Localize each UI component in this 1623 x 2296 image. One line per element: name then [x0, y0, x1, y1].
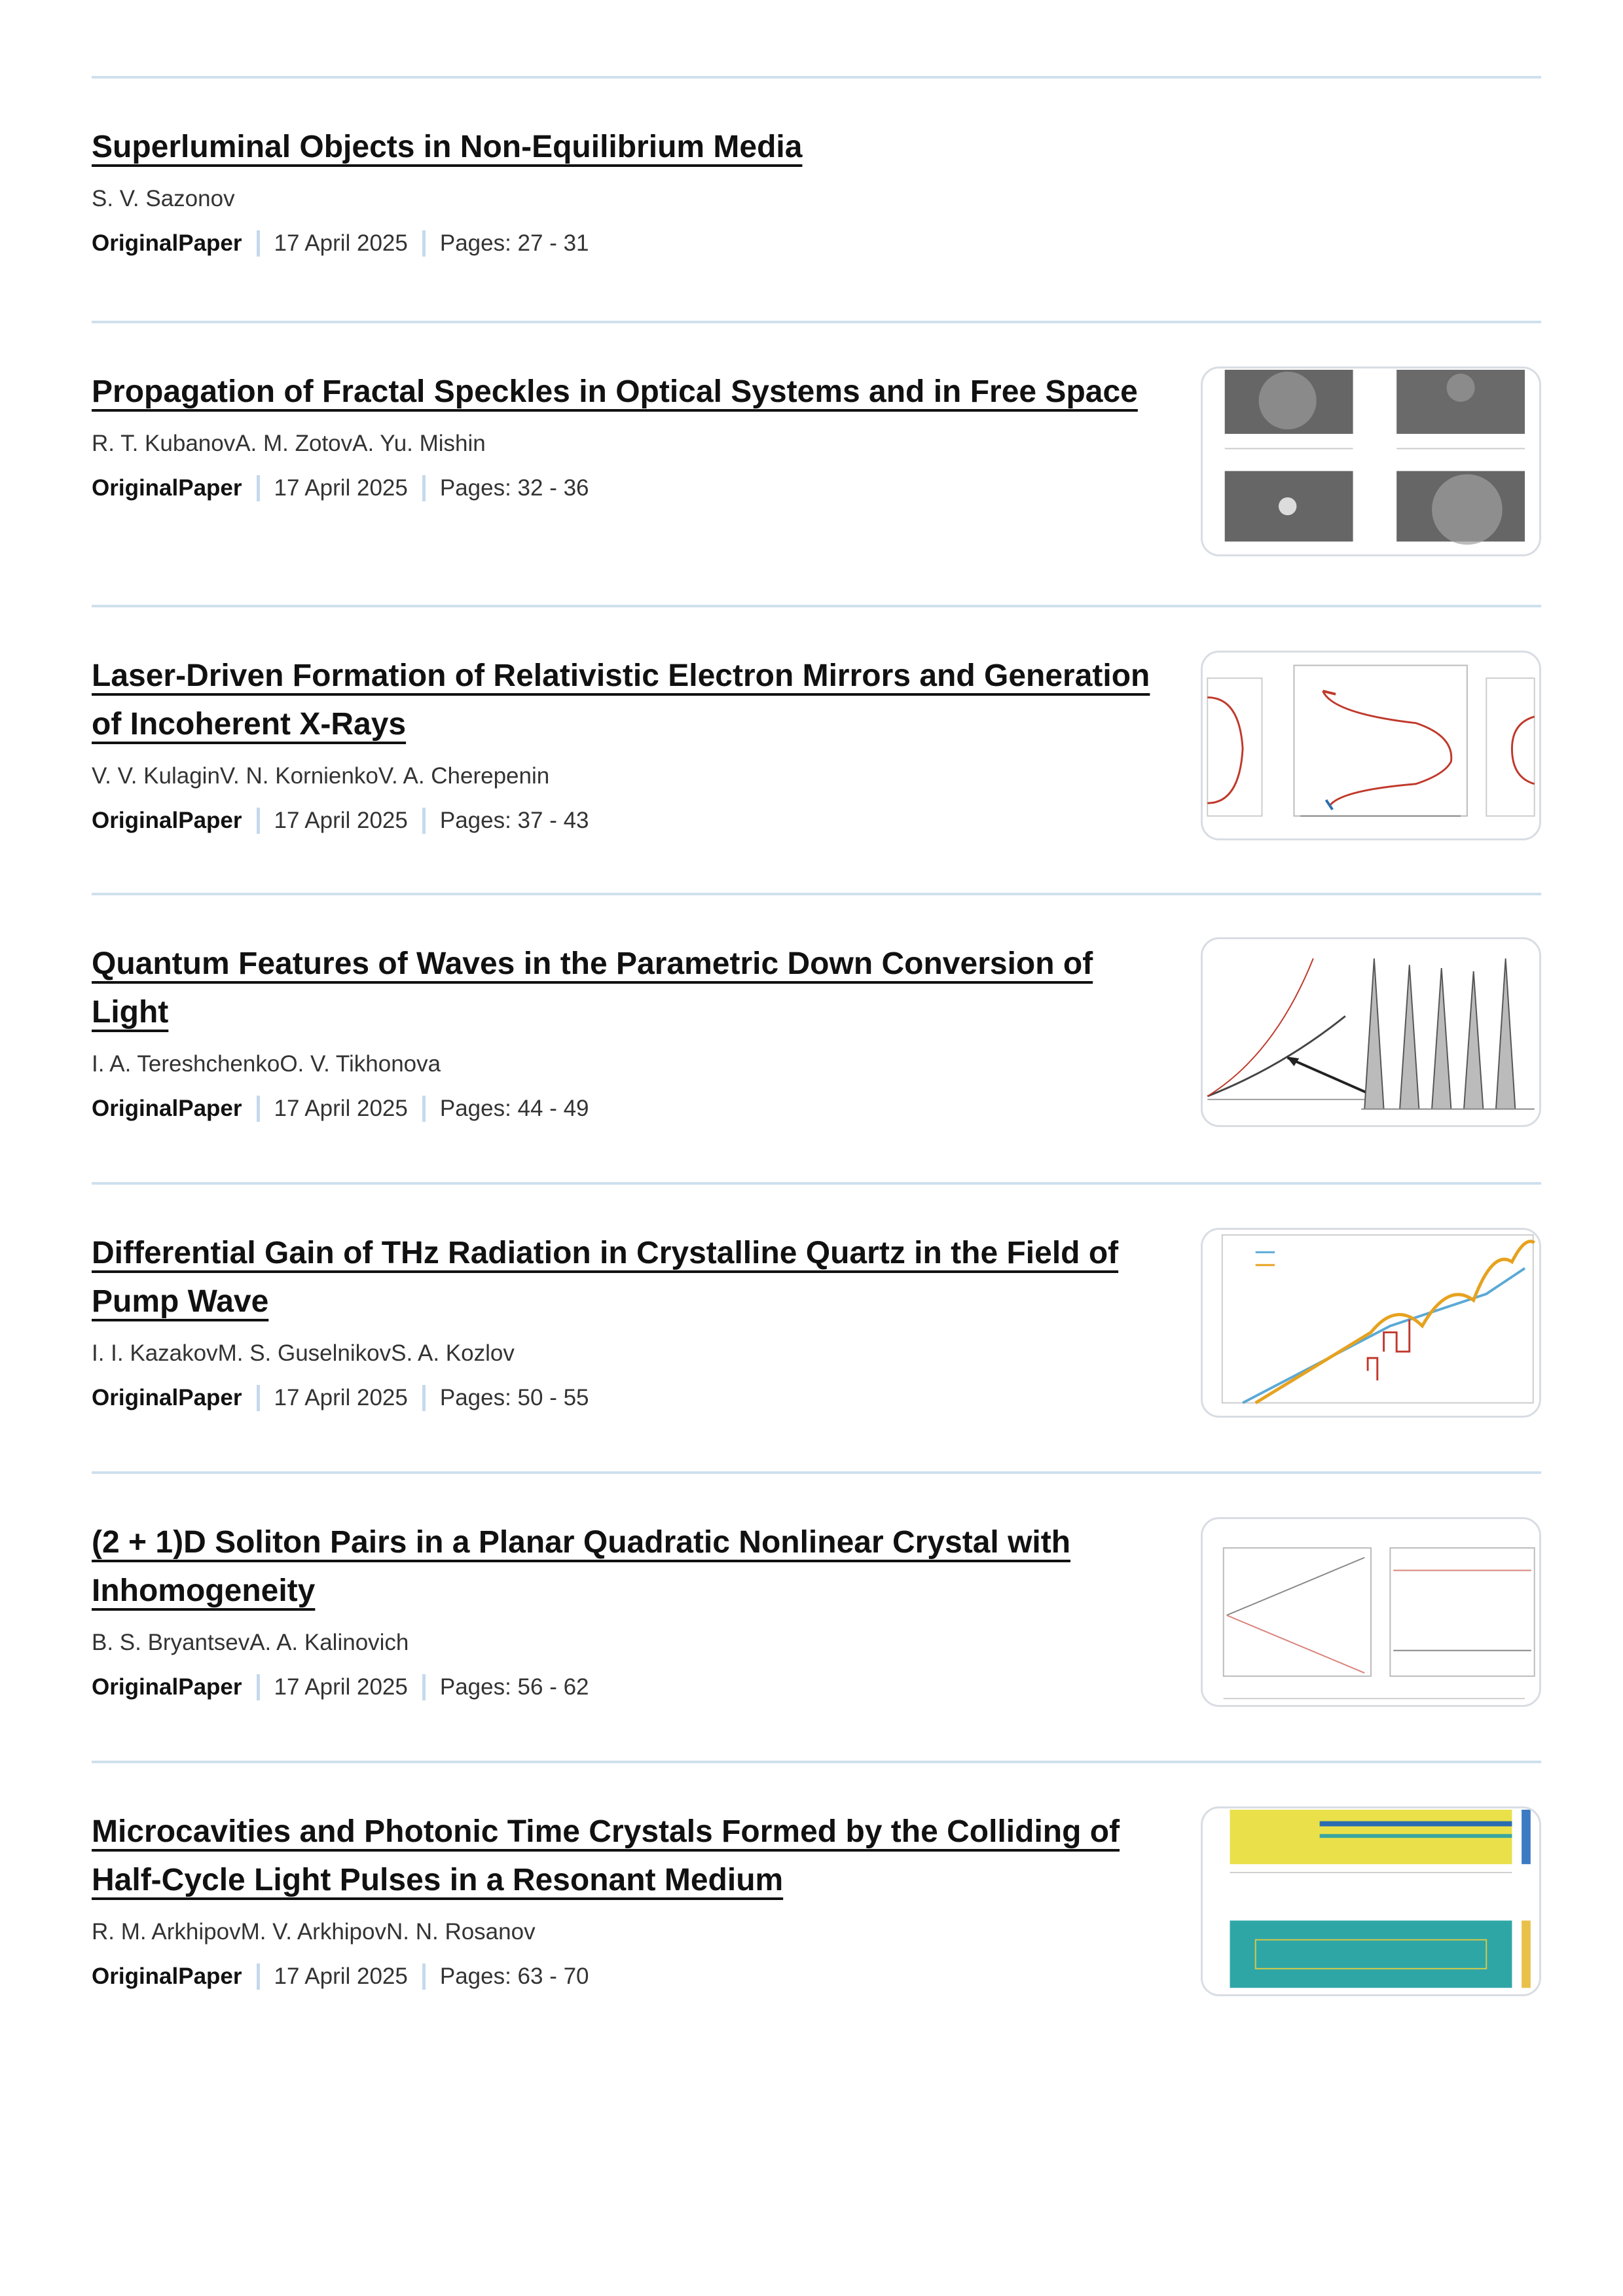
pdc-figure: [1203, 939, 1539, 1125]
article-item: [92, 1185, 1541, 1471]
article-pages: Pages: 27 - 31: [439, 230, 589, 256]
meta-divider: [422, 475, 426, 501]
article-type: OriginalPaper: [92, 475, 242, 501]
article-title-link[interactable]: Superluminal Objects in Non-Equilibrium Media: [92, 130, 803, 164]
article-title-link[interactable]: Differential Gain of THz Radiation in Crystalline Quartz in the Field of Pump Wave: [92, 1236, 1119, 1319]
article-thumbnail[interactable]: [1201, 651, 1541, 840]
article-authors: S. V. Sazonov: [92, 186, 235, 211]
article-pages: Pages: 63 - 70: [439, 1964, 589, 1989]
article-thumbnail[interactable]: [1201, 367, 1541, 556]
article-authors: R. M. ArkhipovM. V. ArkhipovN. N. Rosanov: [92, 1919, 536, 1945]
soliton-figure: [1203, 1519, 1539, 1705]
speckle-figure: [1203, 368, 1539, 554]
article-item: [92, 895, 1541, 1182]
meta-divider: [257, 1385, 260, 1411]
article-authors: B. S. BryantsevA. A. Kalinovich: [92, 1630, 409, 1655]
article-pages: Pages: 50 - 55: [439, 1385, 589, 1410]
article-authors: I. A. TereshchenkoO. V. Tikhonova: [92, 1051, 441, 1077]
article-thumbnail[interactable]: [1201, 1806, 1541, 1996]
article-date: 17 April 2025: [274, 1674, 408, 1700]
article-title-link[interactable]: Laser-Driven Formation of Relativistic Electron Mirrors and Generation of Incoherent X-Rays: [92, 658, 1150, 742]
article-type: OriginalPaper: [92, 1964, 242, 1989]
article-title-link[interactable]: Quantum Features of Waves in the Parametric Down Conversion of Light: [92, 946, 1093, 1030]
article-list: [92, 76, 1541, 2038]
meta-divider: [422, 808, 426, 834]
meta-divider: [257, 1096, 260, 1122]
article-title-link[interactable]: (2 + 1)D Soliton Pairs in a Planar Quadratic Nonlinear Crystal with Inhomogeneity: [92, 1525, 1071, 1608]
meta-divider: [422, 1385, 426, 1411]
article-type: OriginalPaper: [92, 808, 242, 833]
meta-divider: [257, 1674, 260, 1700]
article-item: [92, 1763, 1541, 2038]
article-meta: [92, 230, 1541, 257]
meta-divider: [257, 1964, 260, 1990]
article-type: OriginalPaper: [92, 1096, 242, 1121]
article-authors: I. I. KazakovM. S. GuselnikovS. A. Kozlov: [92, 1340, 515, 1366]
article-pages: Pages: 32 - 36: [439, 475, 589, 501]
article-date: 17 April 2025: [274, 230, 408, 256]
article-date: 17 April 2025: [274, 1385, 408, 1410]
meta-divider: [422, 1964, 426, 1990]
article-type: OriginalPaper: [92, 1674, 242, 1700]
article-title-link[interactable]: Microcavities and Photonic Time Crystals Formed by the Colliding of Half-Cycle Light Pulses in a Resonant Medium: [92, 1814, 1120, 1897]
article-thumbnail[interactable]: [1201, 1517, 1541, 1707]
article-authors: R. T. KubanovA. M. ZotovA. Yu. Mishin: [92, 431, 486, 456]
meta-divider: [257, 808, 260, 834]
article-date: 17 April 2025: [274, 1096, 408, 1121]
article-pages: Pages: 56 - 62: [439, 1674, 589, 1700]
article-thumbnail[interactable]: [1201, 937, 1541, 1127]
article-pages: Pages: 37 - 43: [439, 808, 589, 833]
article-date: 17 April 2025: [274, 475, 408, 501]
article-authors: V. V. KulaginV. N. KornienkoV. A. Cherepenin: [92, 763, 550, 789]
article-date: 17 April 2025: [274, 1964, 408, 1989]
article-thumbnail[interactable]: [1201, 1228, 1541, 1418]
article-item: [92, 323, 1541, 605]
article-item: [92, 607, 1541, 893]
electron-mirror-figure: [1203, 653, 1539, 838]
meta-divider: [422, 1674, 426, 1700]
meta-divider: [422, 1096, 426, 1122]
meta-divider: [422, 230, 426, 257]
meta-divider: [257, 230, 260, 257]
meta-divider: [257, 475, 260, 501]
article-item: [92, 1474, 1541, 1761]
article-type: OriginalPaper: [92, 1385, 242, 1410]
time-crystal-figure: [1203, 1808, 1539, 1994]
article-type: OriginalPaper: [92, 230, 242, 256]
thz-gain-figure: [1203, 1230, 1539, 1416]
article-item: [92, 79, 1541, 321]
article-pages: Pages: 44 - 49: [439, 1096, 589, 1121]
article-date: 17 April 2025: [274, 808, 408, 833]
article-title-link[interactable]: Propagation of Fractal Speckles in Optical Systems and in Free Space: [92, 374, 1138, 409]
